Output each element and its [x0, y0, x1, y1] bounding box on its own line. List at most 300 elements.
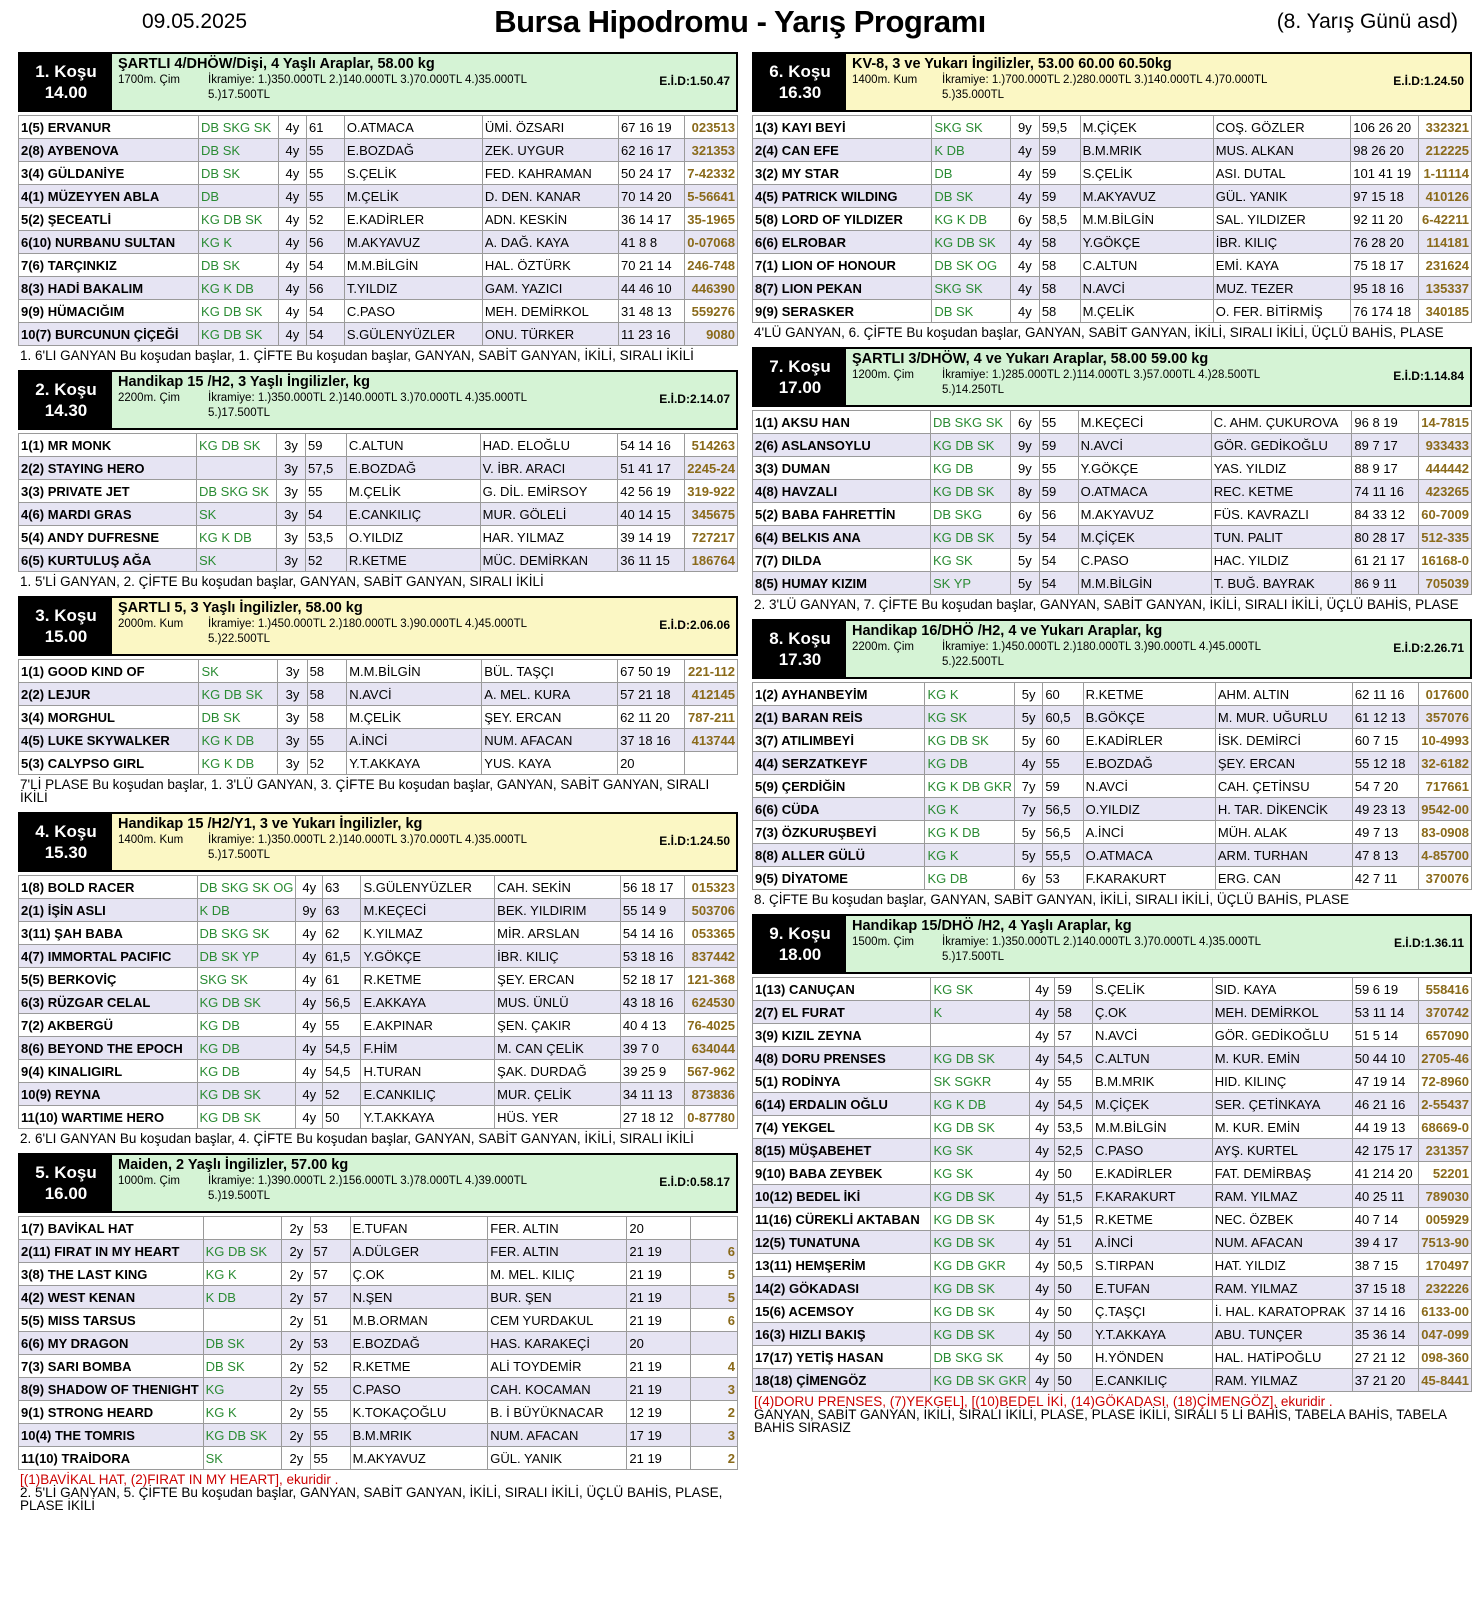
- horse-name[interactable]: BABA ZEYBEK: [788, 1165, 883, 1181]
- horse-name[interactable]: LEJUR: [47, 686, 91, 702]
- horse-name[interactable]: ELROBAR: [781, 234, 847, 250]
- prize-line: İkramiye: 1.)350.000TL 2.)140.000TL 3.)70.000TL 4.)35.000TL: [208, 74, 527, 86]
- horse-stats: 43 18 16: [620, 991, 684, 1014]
- race-number: 7. Koşu: [769, 357, 831, 376]
- horse-row[interactable]: [19, 208, 738, 231]
- horse-name[interactable]: AKBERGÜ: [47, 1017, 113, 1033]
- horse-name[interactable]: DİYATOME: [781, 870, 848, 886]
- horse-name[interactable]: HUMAY KIZIM: [781, 575, 867, 591]
- jockey: M.B.ORMAN: [350, 1309, 488, 1332]
- horse-form: 221-112: [685, 660, 738, 683]
- jockey: M.ÇELİK: [346, 480, 480, 503]
- jockey: E.AKKAYA: [361, 991, 495, 1014]
- horse-row[interactable]: [753, 1070, 1472, 1093]
- jockey: E.BOZDAĞ: [350, 1332, 488, 1355]
- horse-row[interactable]: [753, 1323, 1472, 1346]
- trainer: A. DAĞ. KAYA: [482, 231, 618, 254]
- horse-stats: 42 7 11: [1352, 867, 1418, 890]
- horse-row[interactable]: [753, 208, 1472, 231]
- horse-row[interactable]: [753, 821, 1472, 844]
- horse-name[interactable]: HEMŞERİM: [795, 1257, 866, 1273]
- horse-name[interactable]: LUKE SKYWALKER: [47, 732, 170, 748]
- horse-row[interactable]: [753, 1254, 1472, 1277]
- equipment: KG DB SK: [931, 1231, 1029, 1254]
- horse-id-cell: [19, 945, 198, 968]
- jockey: N.AVCİ: [1083, 775, 1215, 798]
- horse-row[interactable]: [753, 1369, 1472, 1392]
- horse-row[interactable]: [19, 1424, 738, 1447]
- horse-name[interactable]: SERASKER: [781, 303, 854, 319]
- horse-row[interactable]: [753, 185, 1472, 208]
- horse-name[interactable]: MISS TARSUS: [47, 1312, 136, 1328]
- horse-row[interactable]: [19, 1286, 738, 1309]
- horse-name[interactable]: MÜZEYYEN ABLA: [47, 188, 160, 204]
- horse-age: 6y: [1010, 208, 1039, 231]
- horse-form: 005929: [1419, 1208, 1472, 1231]
- horse-row[interactable]: [753, 775, 1472, 798]
- horse-stats: 67 16 19: [618, 116, 684, 139]
- horse-name[interactable]: PRIVATE JET: [47, 483, 130, 499]
- horse-row[interactable]: [19, 300, 738, 323]
- horse-name[interactable]: GOOD KIND OF: [47, 663, 145, 679]
- jockey: F.KARAKURT: [1083, 867, 1215, 890]
- horse-weight: 58: [1039, 300, 1080, 323]
- horse-name[interactable]: CANUÇAN: [788, 981, 855, 997]
- horse-name[interactable]: BABA FAHRETTİN: [781, 506, 896, 522]
- horse-stats: 80 28 17: [1352, 526, 1419, 549]
- horse-row[interactable]: [753, 978, 1472, 1001]
- horse-name[interactable]: STAYING HERO: [47, 460, 145, 476]
- horse-row[interactable]: [753, 434, 1472, 457]
- horse-name[interactable]: RODİNYA: [781, 1073, 841, 1089]
- horse-form: 340185: [1419, 300, 1472, 323]
- horse-name[interactable]: SARI BOMBA: [47, 1358, 132, 1374]
- horse-age: 4y: [1010, 300, 1039, 323]
- horse-name[interactable]: CÜREKLİ AKTABAN: [795, 1211, 920, 1227]
- trainer: BUR. ŞEN: [488, 1286, 627, 1309]
- horse-name[interactable]: HAVZALI: [781, 483, 838, 499]
- horse-row[interactable]: [19, 254, 738, 277]
- jockey: M.M.BİLGİN: [347, 660, 482, 683]
- horse-row[interactable]: [753, 162, 1472, 185]
- race-block: [752, 619, 1472, 906]
- horse-row[interactable]: [19, 991, 738, 1014]
- equipment: KG K DB: [199, 752, 278, 775]
- horse-row[interactable]: [19, 1355, 738, 1378]
- horse-name[interactable]: THE LAST KING: [47, 1266, 148, 1282]
- horse-id-cell: [753, 1185, 931, 1208]
- jockey: Y.T.AKKAYA: [1093, 1323, 1213, 1346]
- horse-row[interactable]: [753, 116, 1472, 139]
- horse-name[interactable]: HIZLI BAKIŞ: [788, 1326, 866, 1342]
- horse-name[interactable]: TRAİDORA: [61, 1450, 131, 1466]
- horse-row[interactable]: [753, 1047, 1472, 1070]
- horse-name[interactable]: ASLANSOYLU: [781, 437, 871, 453]
- horse-row[interactable]: [19, 139, 738, 162]
- horse-row[interactable]: [753, 549, 1472, 572]
- horse-row[interactable]: [19, 1060, 738, 1083]
- equipment: [203, 1309, 282, 1332]
- trainer: NUM. AFACAN: [1212, 1231, 1352, 1254]
- horse-row[interactable]: [753, 503, 1472, 526]
- horse-name[interactable]: MORGHUL: [47, 709, 115, 725]
- trainer: FED. KAHRAMAN: [482, 162, 618, 185]
- horse-name[interactable]: ALLER GÜLÜ: [781, 847, 866, 863]
- horse-age: 9y: [296, 899, 323, 922]
- horse-row[interactable]: [19, 1037, 738, 1060]
- horse-stats: 31 48 13: [618, 300, 684, 323]
- race-prize: [208, 73, 638, 103]
- race-distance: 1400m. Kum: [852, 74, 918, 86]
- race-record: E.İ.D:2.14.07: [659, 392, 730, 406]
- horse-row[interactable]: [19, 968, 738, 991]
- horse-row[interactable]: [19, 1401, 738, 1424]
- horse-program-no: 3(9): [755, 1027, 779, 1043]
- horse-name[interactable]: PATRICK WILDING: [781, 188, 898, 204]
- horse-id-cell: [753, 1001, 931, 1024]
- horse-row[interactable]: [19, 1240, 738, 1263]
- race-prize: [942, 73, 1372, 103]
- horse-name[interactable]: ÖZKURUŞBEYİ: [781, 824, 877, 840]
- jockey: B.M.MRIK: [1080, 139, 1213, 162]
- horse-row[interactable]: [19, 922, 738, 945]
- horse-name[interactable]: REYNA: [54, 1086, 101, 1102]
- horse-row[interactable]: [19, 526, 738, 549]
- horse-name[interactable]: ACEMSOY: [788, 1303, 855, 1319]
- horse-name[interactable]: FIRAT IN MY HEART: [54, 1243, 180, 1259]
- horse-stats: 62 16 17: [618, 139, 684, 162]
- horse-name[interactable]: BEYOND THE EPOCH: [47, 1040, 183, 1056]
- horse-name[interactable]: IMMORTAL PACIFIC: [47, 948, 172, 964]
- horse-id-cell: [19, 1401, 204, 1424]
- horse-row[interactable]: [753, 526, 1472, 549]
- horse-row[interactable]: [19, 876, 738, 899]
- horse-form: 60-7009: [1419, 503, 1472, 526]
- horse-name[interactable]: KINALIGIRL: [47, 1063, 123, 1079]
- equipment: KG K: [203, 1401, 282, 1424]
- horse-weight: 55: [311, 1378, 350, 1401]
- horse-row[interactable]: [753, 572, 1472, 595]
- right-column: [752, 52, 1472, 1442]
- horse-id-cell: [753, 775, 925, 798]
- horse-form: 6133-00: [1419, 1300, 1472, 1323]
- equipment: K DB: [197, 899, 296, 922]
- equipment: KG DB: [197, 1037, 296, 1060]
- horse-form: 246-748: [685, 254, 738, 277]
- horse-row[interactable]: [753, 1024, 1472, 1047]
- horse-name[interactable]: CALYPSO GIRL: [47, 755, 145, 771]
- horse-name[interactable]: YEKGEL: [781, 1119, 835, 1135]
- horse-age: 5y: [1014, 821, 1042, 844]
- horse-age: 3y: [278, 683, 307, 706]
- horse-name[interactable]: DUMAN: [781, 460, 831, 476]
- horse-row[interactable]: [19, 1447, 738, 1470]
- horse-row[interactable]: [19, 1332, 738, 1355]
- horse-stats: 84 33 12: [1352, 503, 1419, 526]
- horse-age: 4y: [296, 1037, 323, 1060]
- horse-weight: 55: [323, 1014, 361, 1037]
- jockey: E.CANKILIÇ: [1093, 1369, 1213, 1392]
- horse-name[interactable]: BELKIS ANA: [781, 529, 861, 545]
- horse-name[interactable]: AYBENOVA: [47, 142, 119, 158]
- horse-program-no: 8(7): [755, 280, 779, 296]
- horse-row[interactable]: [19, 660, 738, 683]
- horse-name[interactable]: ATILIMBEYİ: [781, 732, 854, 748]
- jockey: C.ALTUN: [1093, 1047, 1213, 1070]
- horse-name[interactable]: HADİ BAKALIM: [47, 280, 144, 296]
- ekuri-note: [(4)DORU PRENSES, (7)YEKGEL], [(10)BEDEL İKİ, (14)GÖKADASI, (18)ÇİMENGÖZ], ekuridir .: [754, 1394, 1333, 1409]
- horse-age: 4y: [1029, 1346, 1055, 1369]
- race-distance: 1700m. Çim: [118, 74, 180, 86]
- horse-row[interactable]: [19, 1378, 738, 1401]
- horse-name[interactable]: TUNATUNA: [788, 1234, 861, 1250]
- horse-id-cell: [19, 1083, 198, 1106]
- race-block: [18, 812, 738, 1145]
- horse-id-cell: [753, 683, 925, 706]
- horse-name[interactable]: CAN EFE: [781, 142, 839, 158]
- horse-row[interactable]: [19, 1309, 738, 1332]
- horse-form: 410126: [1419, 185, 1472, 208]
- horse-row[interactable]: [753, 1185, 1472, 1208]
- equipment: DB SKG SK: [197, 922, 296, 945]
- horse-row[interactable]: [753, 231, 1472, 254]
- horse-weight: 54,5: [323, 1037, 361, 1060]
- race-time: 14.30: [44, 401, 88, 420]
- horse-row[interactable]: [19, 729, 738, 752]
- race-note: [20, 349, 738, 362]
- equipment: KG K: [925, 683, 1015, 706]
- horse-age: 4y: [278, 139, 306, 162]
- horse-row[interactable]: [753, 1277, 1472, 1300]
- jockey: H.TURAN: [361, 1060, 495, 1083]
- race-number-box: [754, 916, 846, 972]
- horse-row[interactable]: [753, 1300, 1472, 1323]
- horse-age: 4y: [1029, 1070, 1055, 1093]
- horse-program-no: 6(6): [755, 234, 779, 250]
- jockey: S.ÇELİK: [1080, 162, 1213, 185]
- horse-id-cell: [19, 1355, 204, 1378]
- horse-id-cell: [19, 1106, 198, 1129]
- horse-form: 357076: [1419, 706, 1472, 729]
- horse-name[interactable]: EL FURAT: [781, 1004, 845, 1020]
- race-day-label: (8. Yarış Günü asd): [1276, 10, 1458, 33]
- horse-program-no: 5(3): [21, 755, 45, 771]
- horse-name[interactable]: LORD OF YILDIZER: [781, 211, 903, 227]
- horse-row[interactable]: [19, 434, 738, 457]
- horse-row[interactable]: [753, 254, 1472, 277]
- horse-name[interactable]: MY DRAGON: [47, 1335, 129, 1351]
- horse-age: 3y: [277, 503, 306, 526]
- horse-row[interactable]: [753, 844, 1472, 867]
- prize-line: İkramiye: 1.)285.000TL 2.)114.000TL 3.)57.000TL 4.)28.500TL: [942, 369, 1261, 381]
- horse-name[interactable]: DILDA: [781, 552, 822, 568]
- horse-name[interactable]: KIZIL ZEYNA: [781, 1027, 862, 1043]
- horse-row[interactable]: [753, 1139, 1472, 1162]
- horse-id-cell: [753, 1070, 931, 1093]
- race-time: 15.00: [44, 627, 88, 646]
- horse-name[interactable]: SHADOW OF THENIGHT: [47, 1381, 199, 1397]
- horse-row[interactable]: [753, 1346, 1472, 1369]
- horse-name[interactable]: BEDEL İKİ: [796, 1188, 861, 1204]
- horse-name[interactable]: AKSU HAN: [781, 414, 850, 430]
- horse-row[interactable]: [753, 867, 1472, 890]
- horse-id-cell: [753, 1323, 931, 1346]
- horse-name[interactable]: RÜZGAR CELAL: [47, 994, 151, 1010]
- race-conditions: Handikap 15/DHÖ /H2, 4 Yaşlı Araplar, kg: [852, 918, 1132, 934]
- horse-name[interactable]: DORU PRENSES: [781, 1050, 886, 1066]
- horse-name[interactable]: YETİŞ HASAN: [795, 1349, 884, 1365]
- race-note: [20, 778, 738, 804]
- horse-stats: 21 19: [627, 1447, 691, 1470]
- horse-name[interactable]: HÜMACIĞIM: [47, 303, 125, 319]
- horse-row[interactable]: [19, 480, 738, 503]
- horse-age: 4y: [1029, 1001, 1055, 1024]
- horse-row[interactable]: [753, 300, 1472, 323]
- horse-name[interactable]: ŞECEATLİ: [47, 211, 112, 227]
- race-time: 14.00: [44, 83, 88, 102]
- horse-row[interactable]: [753, 1208, 1472, 1231]
- horse-name[interactable]: ANDY DUFRESNE: [47, 529, 159, 545]
- horse-form: 023513: [685, 116, 738, 139]
- horse-row[interactable]: [19, 683, 738, 706]
- horse-row[interactable]: [19, 899, 738, 922]
- horse-row[interactable]: [19, 1217, 738, 1240]
- jockey: C.ALTUN: [346, 434, 480, 457]
- horse-name[interactable]: İŞİN ASLI: [47, 902, 106, 918]
- horse-weight: 59: [1039, 480, 1078, 503]
- trainer: ZEK. UYGUR: [482, 139, 618, 162]
- horse-name[interactable]: BOLD RACER: [47, 879, 135, 895]
- horse-stats: 67 50 19: [618, 660, 685, 683]
- horse-name[interactable]: SERZATKEYF: [781, 755, 868, 771]
- horse-name[interactable]: TARÇINKIZ: [47, 257, 117, 273]
- horse-row[interactable]: [753, 277, 1472, 300]
- horse-form: 0-87780: [685, 1106, 738, 1129]
- horse-row[interactable]: [19, 1083, 738, 1106]
- horse-row[interactable]: [753, 1116, 1472, 1139]
- horse-name[interactable]: WARTIME HERO: [61, 1109, 165, 1125]
- trainer: GÖR. GEDİKOĞLU: [1211, 434, 1352, 457]
- horse-row[interactable]: [19, 549, 738, 572]
- horse-row[interactable]: [19, 706, 738, 729]
- horse-stats: 46 21 16: [1352, 1093, 1418, 1116]
- trainer: COŞ. GÖZLER: [1213, 116, 1351, 139]
- horse-name[interactable]: MARDI GRAS: [47, 506, 132, 522]
- horse-name[interactable]: AYHANBEYİM: [781, 686, 868, 702]
- horse-name[interactable]: CÜDA: [781, 801, 820, 817]
- horse-row[interactable]: [19, 945, 738, 968]
- horse-name[interactable]: LION OF HONOUR: [781, 257, 896, 273]
- race-note: [754, 326, 1472, 339]
- horse-id-cell: [753, 867, 925, 890]
- horse-row[interactable]: [753, 1093, 1472, 1116]
- horse-name[interactable]: BAVİKAL HAT: [47, 1220, 134, 1236]
- horse-name[interactable]: WEST KENAN: [47, 1289, 136, 1305]
- horse-name[interactable]: THE TOMRIS: [54, 1427, 135, 1443]
- horse-weight: 59: [1055, 978, 1093, 1001]
- horse-row[interactable]: [753, 798, 1472, 821]
- horse-program-no: 10(7): [21, 326, 52, 342]
- horse-row[interactable]: [753, 457, 1472, 480]
- horse-row[interactable]: [19, 231, 738, 254]
- trainer: NUM. AFACAN: [482, 729, 618, 752]
- horse-name[interactable]: ŞAH BABA: [54, 925, 123, 941]
- horse-row[interactable]: [19, 457, 738, 480]
- horse-name[interactable]: MÜŞABEHET: [788, 1142, 872, 1158]
- horse-row[interactable]: [753, 706, 1472, 729]
- horse-row[interactable]: [19, 162, 738, 185]
- horse-row[interactable]: [753, 1162, 1472, 1185]
- horse-name[interactable]: GÜLDANİYE: [47, 165, 125, 181]
- horse-row[interactable]: [19, 116, 738, 139]
- horse-row[interactable]: [19, 1106, 738, 1129]
- jockey: C.PASO: [344, 300, 482, 323]
- horse-name[interactable]: BERKOVİÇ: [47, 971, 117, 987]
- horse-age: 4y: [1010, 162, 1039, 185]
- horse-row[interactable]: [19, 1263, 738, 1286]
- horse-row[interactable]: [753, 139, 1472, 162]
- horse-row[interactable]: [19, 1014, 738, 1037]
- horse-row[interactable]: [753, 480, 1472, 503]
- horse-weight: 57,5: [305, 457, 346, 480]
- trainer: İBR. KILIÇ: [495, 945, 621, 968]
- horse-name[interactable]: KAYI BEYİ: [781, 119, 846, 135]
- horse-row[interactable]: [753, 1001, 1472, 1024]
- race-number: 2. Koşu: [35, 380, 97, 399]
- horse-row[interactable]: [19, 503, 738, 526]
- horse-id-cell: [19, 503, 197, 526]
- horse-row[interactable]: [753, 1231, 1472, 1254]
- horse-name[interactable]: LION PEKAN: [781, 280, 862, 296]
- horse-row[interactable]: [19, 277, 738, 300]
- horse-name[interactable]: MR MONK: [47, 437, 112, 453]
- horse-age: 3y: [277, 549, 306, 572]
- horse-stats: 39 4 17: [1352, 1231, 1418, 1254]
- horse-program-no: 10(4): [21, 1427, 52, 1443]
- horse-row[interactable]: [753, 752, 1472, 775]
- horse-name[interactable]: ERDALIN OĞLU: [788, 1096, 888, 1112]
- horse-name[interactable]: MY STAR: [781, 165, 840, 181]
- horse-name[interactable]: GÖKADASI: [788, 1280, 860, 1296]
- horse-age: 4y: [1029, 1254, 1055, 1277]
- horse-name[interactable]: ERVANUR: [47, 119, 111, 135]
- horse-name[interactable]: ÇİMENGÖZ: [796, 1372, 867, 1388]
- horse-row[interactable]: [753, 683, 1472, 706]
- horse-table: [752, 410, 1472, 595]
- horse-weight: 56: [307, 277, 345, 300]
- horse-name[interactable]: NURBANU SULTAN: [54, 234, 176, 250]
- horse-name[interactable]: BURCUNUN ÇİÇEĞİ: [54, 326, 179, 342]
- horse-name[interactable]: ÇERDİĞİN: [781, 778, 846, 794]
- horse-row[interactable]: [19, 185, 738, 208]
- horse-name[interactable]: BARAN REİS: [781, 709, 863, 725]
- jockey: E.BOZDAĞ: [344, 139, 482, 162]
- race-number: 8. Koşu: [769, 629, 831, 648]
- horse-age: 4y: [1010, 277, 1039, 300]
- horse-name[interactable]: KURTULUŞ AĞA: [47, 552, 152, 568]
- race-distance: 2200m. Çim: [852, 641, 914, 653]
- horse-row[interactable]: [19, 752, 738, 775]
- horse-stats: 34 11 13: [620, 1083, 684, 1106]
- horse-form: 332321: [1419, 116, 1472, 139]
- equipment: DB SK OG: [932, 254, 1011, 277]
- horse-name[interactable]: STRONG HEARD: [47, 1404, 154, 1420]
- trainer: M. MUR. UĞURLU: [1215, 706, 1352, 729]
- horse-form: 9080: [685, 323, 738, 346]
- horse-row[interactable]: [753, 729, 1472, 752]
- horse-row[interactable]: [19, 323, 738, 346]
- horse-row[interactable]: [753, 411, 1472, 434]
